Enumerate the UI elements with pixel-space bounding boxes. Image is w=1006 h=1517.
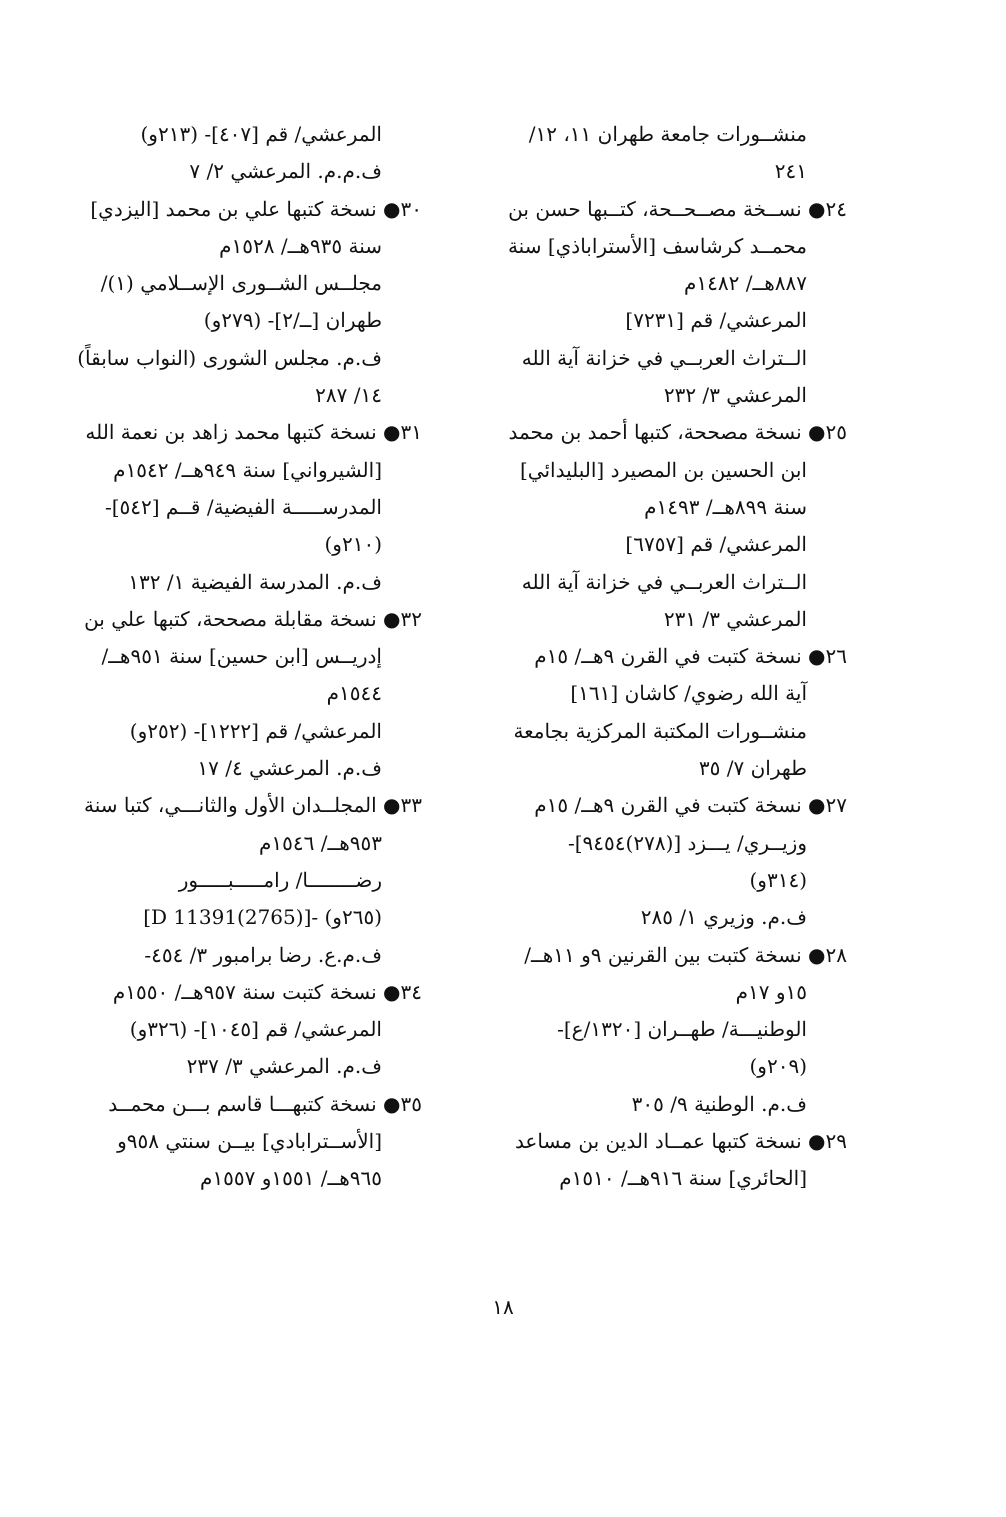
text-line: طهران ۷/ ۳٥ bbox=[698, 756, 807, 781]
text-line: ف.م. المرعشي ٤/ ۱۷ bbox=[197, 756, 382, 781]
text-line: ۲٥● نسخة مصححة، كتبها أحمد بن محمد bbox=[508, 420, 847, 445]
text-line: المرعشي ۳/ ۲۳۱ bbox=[663, 606, 807, 631]
text-line: ۲٤● نســخة مصــحــحة، كتــبها حسن بن bbox=[508, 196, 847, 221]
text-line: رضــــــــا/ رامـــــبـــــور bbox=[178, 867, 382, 892]
text-line: ۳٥● نسخة كتبهـــا قاسم بـــن محمــد bbox=[108, 1091, 422, 1116]
text-line: [الأســترابادي] بيــن سنتي ۹٥۸و bbox=[117, 1129, 382, 1154]
text-line: ۲٦● نسخة كتبت في القرن ۹هــ/ ۱٥م bbox=[534, 644, 847, 669]
text-line: ف.م. مجلس الشورى (النواب سابقاً) bbox=[77, 345, 382, 370]
text-line: (۲۱۰و) bbox=[324, 532, 382, 557]
text-line: ف.م.ع. رضا برامبور ۳/ ٤٥٤- bbox=[144, 942, 382, 967]
text-line: ۱٥٤٤م bbox=[326, 681, 382, 706]
text-line: ۹٥۳هــ/ ۱٥٤٦م bbox=[259, 830, 382, 855]
text-line: ۹٦٥هــ/ ۱٥٥۱و ۱٥٥۷م bbox=[200, 1166, 382, 1191]
text-line: المرعشي/ قم [۱۰٤٥]- (۳۲٦و) bbox=[129, 1017, 382, 1042]
text-line: ۸۸۷هــ/ ۱٤۸۲م bbox=[684, 271, 807, 296]
text-line: (۲٦٥و) -[(2765)11391 D] bbox=[143, 905, 382, 930]
text-line: ف.م. الوطنية ۹/ ۳۰٥ bbox=[631, 1091, 807, 1116]
text-line: المرعشي ۳/ ۲۳۲ bbox=[663, 383, 807, 408]
text-line: الوطنيـــة/ طهــران [۱۳۲۰/ع]- bbox=[557, 1017, 807, 1042]
text-line: ۳۱● نسخة كتبها محمد زاهد بن نعمة الله bbox=[85, 420, 422, 445]
right-column bbox=[497, 116, 847, 1198]
text-line: طهران [ــ/۲]- (۲۷۹و) bbox=[203, 308, 382, 333]
text-line: ۳٤● نسخة كتبت سنة ۹٥۷هــ/ ۱٥٥۰م bbox=[112, 979, 422, 1004]
text-line: منشــورات المكتبة المركزية بجامعة bbox=[513, 718, 807, 743]
text-line: الــتراث العربــي في خزانة آية الله bbox=[521, 569, 807, 594]
text-line: إدريــس [ابن حسين] سنة ۹٥۱هــ/ bbox=[101, 644, 382, 669]
text-line: منشــورات جامعة طهران ۱۱، ۱۲/ bbox=[528, 122, 807, 146]
text-line: ۲٤۱ bbox=[774, 159, 807, 184]
text-line: سنة ۸۹۹هــ/ ۱٤۹۳م bbox=[644, 494, 807, 519]
text-line: المرعشي/ قم [٤۰۷]- (۲۱۳و) bbox=[140, 122, 382, 146]
text-line: ف.م. وزيري ۱/ ۲۸٥ bbox=[640, 905, 807, 930]
text-line: ۲۷● نسخة كتبت في القرن ۹هــ/ ۱٥م bbox=[534, 793, 847, 818]
text-line: الــتراث العربــي في خزانة آية الله bbox=[521, 345, 807, 370]
page-number: ۱۸ bbox=[492, 1295, 514, 1319]
text-line: [الحائري] سنة ۹۱٦هــ/ ۱٥۱۰م bbox=[559, 1166, 807, 1191]
text-line: ۱٤/ ۲۸۷ bbox=[315, 383, 382, 408]
text-line: وزيــري/ يـــزد [(۲۷۸)۹٤٥٤]- bbox=[567, 830, 807, 855]
text-line: المرعشي/ قم [۱۲۲۲]- (۲٥۲و) bbox=[129, 718, 382, 743]
text-line: [الشيرواني] سنة ۹٤۹هــ/ ۱٥٤۲م bbox=[113, 457, 382, 482]
text-line: المرعشي/ قم [٦۷٥۷] bbox=[625, 532, 807, 557]
text-line: (۲۰۹و) bbox=[749, 1054, 807, 1079]
left-column bbox=[77, 116, 422, 1198]
text-line: المرعشي/ قم [۷۲۳۱] bbox=[625, 308, 807, 333]
text-line: مجلــس الشــورى الإســلامي (۱)/ bbox=[100, 271, 382, 296]
text-line: ف.م. المرعشي ۳/ ۲۳۷ bbox=[186, 1054, 382, 1079]
text-line: محمــد كرشاسف [الأستراباذي] سنة bbox=[507, 233, 807, 258]
text-line: ف.م.م. المرعشي ۲/ ۷ bbox=[189, 159, 382, 184]
text-line: ابن الحسين بن المصيرد [البليدائي] bbox=[519, 457, 807, 482]
text-line: ف.م. المدرسة الفيضية ۱/ ۱۳۲ bbox=[128, 569, 382, 594]
text-line: ۲۸● نسخة كتبت بين القرنين ۹و ۱۱هــ/ bbox=[524, 942, 847, 967]
text-line: ۲۹● نسخة كتبها عمــاد الدين بن مساعد bbox=[514, 1129, 847, 1154]
text-line: سنة ۹۳٥هــ/ ۱٥۲۸م bbox=[219, 233, 382, 258]
text-line: ۱٥و ۱۷م bbox=[735, 979, 807, 1004]
text-line: ۳۰● نسخة كتبها علي بن محمد [اليزدي] bbox=[90, 196, 422, 221]
text-line: ۳۲● نسخة مقابلة مصححة، كتبها علي بن bbox=[84, 606, 422, 631]
text-line: آية الله رضوي/ كاشان [۱٦۱] bbox=[570, 681, 807, 706]
text-line: (۳۱٤و) bbox=[749, 867, 807, 892]
text-line: ۳۳● المجلــدان الأول والثانـــي، كتبا سنة bbox=[84, 793, 422, 818]
text-line: المدرســـــة الفيضية/ قــم [٥٤۲]- bbox=[104, 494, 382, 519]
